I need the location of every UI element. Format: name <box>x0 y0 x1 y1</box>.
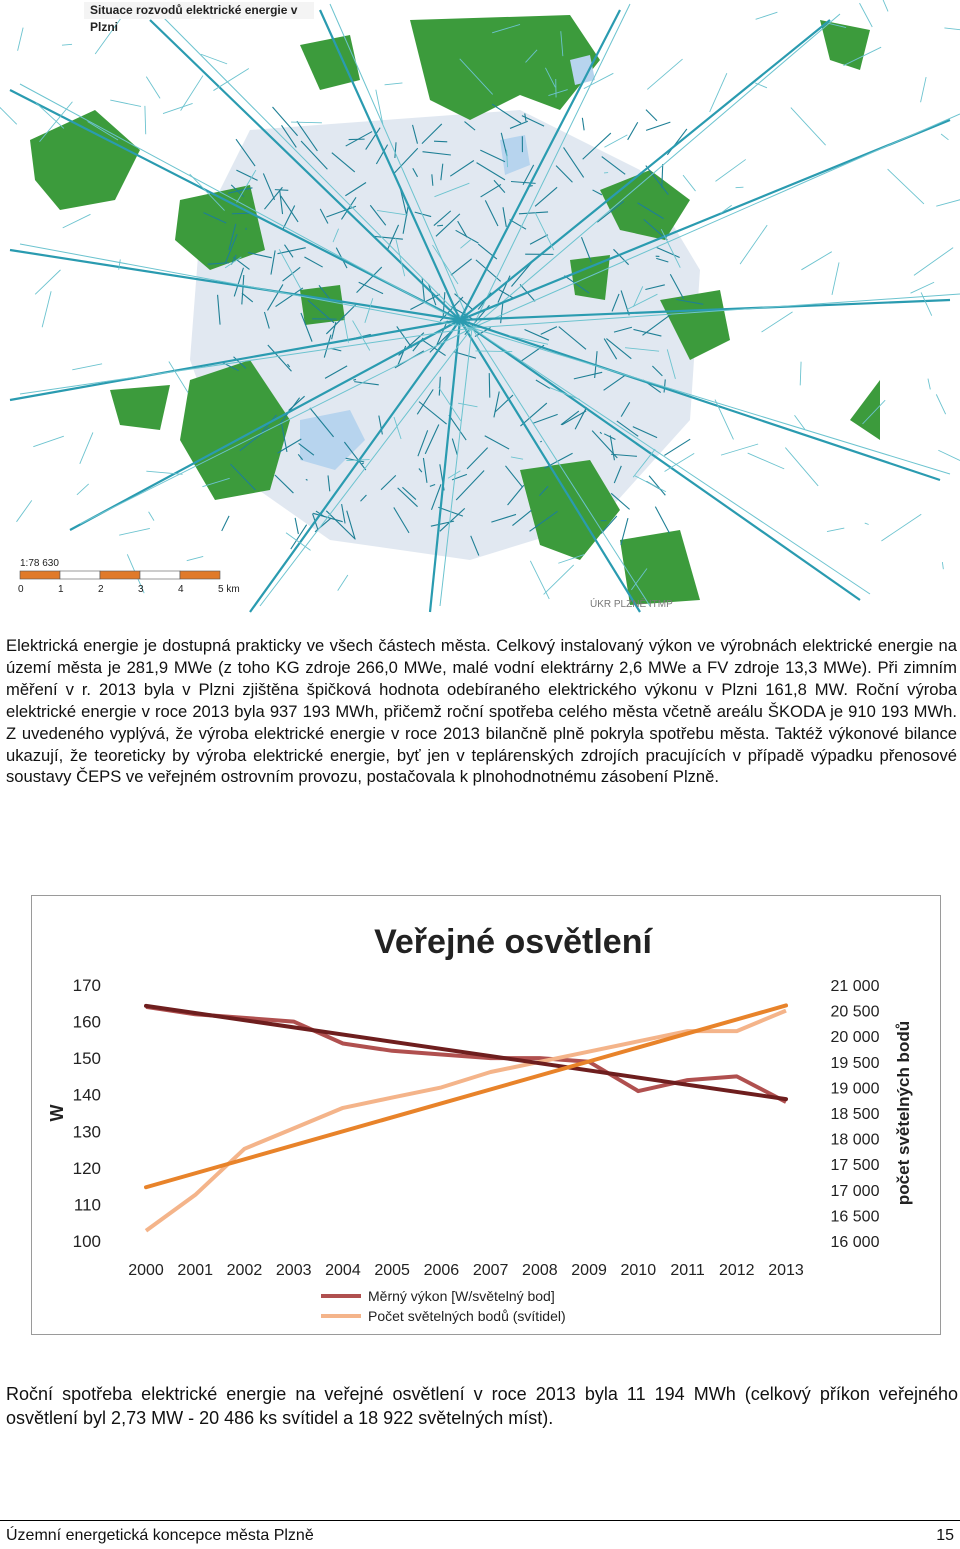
x-tick-label: 2000 <box>128 1262 164 1279</box>
x-tick-label: 2007 <box>472 1262 509 1279</box>
y2-tick-label: 18 000 <box>830 1131 880 1149</box>
footer-divider <box>0 1520 960 1521</box>
y-tick-label: 120 <box>72 1158 101 1178</box>
map-title: Situace rozvodů elektrické energie v Plzni <box>84 2 314 19</box>
x-tick-label: 2011 <box>670 1262 705 1279</box>
scale-tick-label: 1 <box>58 584 64 595</box>
y2-axis-label: počet světelných bodů <box>894 1020 913 1206</box>
scale-tick-label: 2 <box>98 584 104 595</box>
x-tick-label: 2009 <box>571 1262 607 1279</box>
footer-title: Územní energetická koncepce města Plzně <box>6 1527 314 1544</box>
scale-tick-label: 3 <box>138 584 144 595</box>
y-axis-label: W <box>47 1104 67 1122</box>
y2-tick-label: 19 000 <box>830 1080 880 1098</box>
scale-tick-label: 4 <box>178 584 184 595</box>
specific-power-trendline <box>146 1006 786 1099</box>
y-tick-label: 100 <box>72 1232 101 1251</box>
lighting-paragraph: Roční spotřeba elektrické energie na veřejné osvětlení v roce 2013 byla 11 194 MWh (celkový příkon veřejného osvětlení byl 2,73 MW - 20 486 ks svítidel a 18 922 světelných míst). <box>6 1384 958 1428</box>
svg-text:1:78 630: 1:78 630 <box>20 558 59 569</box>
light-points-trendline <box>146 1005 786 1187</box>
scale-tick-label: 5 km <box>218 584 240 595</box>
y2-tick-label: 17 000 <box>830 1182 880 1200</box>
map-watermark: ÚKR PLZNĚ ITMP <box>590 599 673 610</box>
y2-tick-label: 16 000 <box>830 1234 880 1251</box>
y-tick-label: 130 <box>72 1122 101 1142</box>
intro-paragraph: Elektrická energie je dostupná prakticky ve všech částech města. Celkový instalovaný výkon ve výrobnách elektrické energie na území města je 281,9 MWe (z toho KG zdroje 266,0 MWe, malé vodní elektrárny 2,6 MWe a FV zdroje 13,3 MWe). Při zimním měření v r. 2013 byla v Plzni zjištěna špičková hodnota odebíraného elektrického výkonu v Plzni 161,8 MW. Roční výroba elektrické energie v roce 2013 byla 937 193 MWh, přičemž roční spotřeba celého města včetně areálu ŠKODA je 910 193 MWh. Z uvedeného vyplývá, že výroba elektrické energie v roce 2013 bilančně plně pokryla spotřebu města. Taktéž výkonové bilance ukazují, že teoreticky by výroba elektrické energie, byť jen v teplárenských zdrojích pracujících v případě výpadku přenosové soustavy ČEPS ve veřejném ostrovním provozu, postačovala k plnohodnotnému zásobení Plzně. <box>6 636 957 787</box>
street-lighting-chart <box>31 895 941 1335</box>
y-tick-label: 170 <box>72 976 101 995</box>
y2-tick-label: 18 500 <box>830 1106 880 1123</box>
urban-area <box>190 110 700 560</box>
x-tick-label: 2006 <box>423 1262 460 1279</box>
light-points-series-line <box>146 1011 786 1231</box>
y-tick-label: 110 <box>73 1195 101 1215</box>
y2-tick-label: 16 500 <box>830 1208 880 1226</box>
legend-label: Počet světelných bodů (svítidel) <box>368 1308 566 1324</box>
legend-label: Měrný výkon [W/světelný bod] <box>368 1288 555 1304</box>
x-tick-label: 2001 <box>177 1262 214 1279</box>
page-number: 15 <box>936 1527 954 1544</box>
x-tick-label: 2010 <box>620 1262 657 1279</box>
y-tick-label: 160 <box>72 1012 101 1032</box>
y2-tick-label: 17 500 <box>830 1157 880 1175</box>
y2-tick-label: 20 500 <box>830 1003 880 1021</box>
y-tick-label: 150 <box>72 1049 101 1069</box>
x-tick-label: 2013 <box>768 1262 804 1279</box>
chart-title: Veřejné osvětlení <box>374 923 652 961</box>
x-tick-label: 2003 <box>275 1262 312 1279</box>
y2-tick-label: 20 000 <box>830 1029 880 1047</box>
x-tick-label: 2004 <box>325 1262 361 1279</box>
x-tick-label: 2005 <box>374 1262 410 1279</box>
y2-tick-label: 19 500 <box>830 1054 880 1072</box>
y-tick-label: 140 <box>72 1085 101 1105</box>
scale-tick-label: 0 <box>18 584 24 595</box>
x-tick-label: 2008 <box>522 1262 558 1279</box>
y2-tick-label: 21 000 <box>830 978 880 995</box>
x-tick-label: 2002 <box>226 1262 263 1279</box>
x-tick-label: 2012 <box>718 1262 755 1279</box>
network-map <box>0 0 960 615</box>
